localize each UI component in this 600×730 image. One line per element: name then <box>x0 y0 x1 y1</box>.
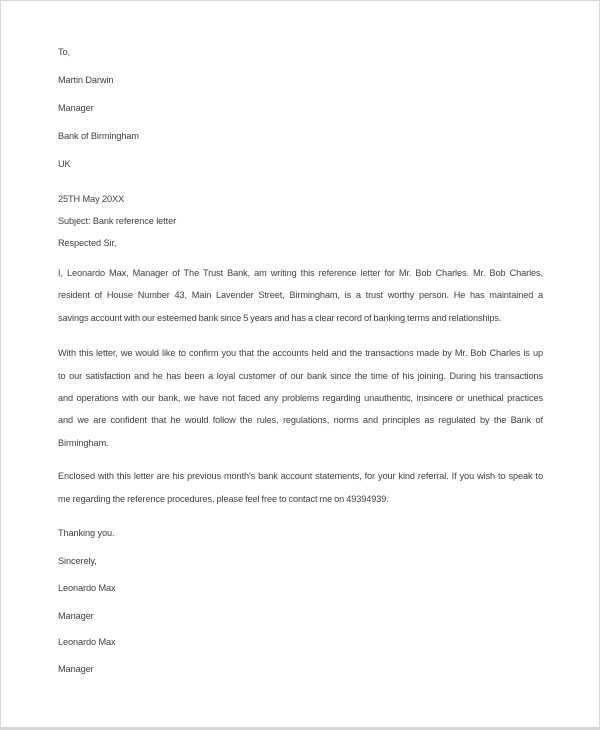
paragraph-line: Enclosed with this letter are his previous month's bank account statements, for your kind referral. If you wish to speak to <box>58 471 543 482</box>
letter-date: 25TH May 20XX <box>58 194 125 204</box>
paragraph-line: With this letter, we would like to confirm you that the accounts held and the transactions made by Mr. Bob Charles is up <box>58 348 543 359</box>
letter-paragraph-2 <box>58 342 543 454</box>
paragraph-line: and we are confident that he would follow the rules, regulations, norms and principles as regulated by the Bank of <box>58 415 543 426</box>
paragraph-line: I, Leonardo Max, Manager of The Trust Bank, am writing this reference letter for Mr. Bob Charles. Mr. Bob Charles, <box>58 268 543 278</box>
greeting-line: Respected Sir, <box>58 238 117 248</box>
letter-paragraph-3 <box>58 465 543 510</box>
signature-name-2: Leonardo Max <box>58 636 116 647</box>
letter-content <box>1 1 599 727</box>
signature-name: Leonardo Max <box>58 582 116 593</box>
closing-thanks: Thanking you. <box>58 527 115 538</box>
recipient-salutation: To, <box>58 47 70 57</box>
signature-title-2: Manager <box>58 663 94 674</box>
paragraph-line: Birmingham. <box>58 437 109 448</box>
recipient-title: Manager <box>58 103 94 113</box>
paragraph-line: savings account with our esteemed bank since 5 years and has a clear record of banking terms and relationships. <box>58 312 502 323</box>
recipient-country: UK <box>58 159 71 169</box>
letter-paragraph-1 <box>58 262 543 329</box>
paragraph-line: and operations with our bank, we have not faced any problems regarding unauthentic, insincere or unethical practices <box>58 392 543 403</box>
recipient-name: Martin Darwin <box>58 75 114 85</box>
signature-title: Manager <box>58 610 94 621</box>
paragraph-line: resident of House Number 43, Main Lavender Street, Birmingham, is a trust worthy person. He has maintained a <box>58 290 543 301</box>
recipient-organization: Bank of Birmingham <box>58 131 139 141</box>
subject-line: Subject: Bank reference letter <box>58 216 177 226</box>
paragraph-line: me regarding the reference procedures, please feel free to contact me on 49394939. <box>58 493 389 504</box>
paragraph-line: to our satisfaction and he has been a loyal customer of our bank since the time of his joining. During his transactions <box>58 370 543 381</box>
closing-signoff: Sincerely, <box>58 555 97 566</box>
